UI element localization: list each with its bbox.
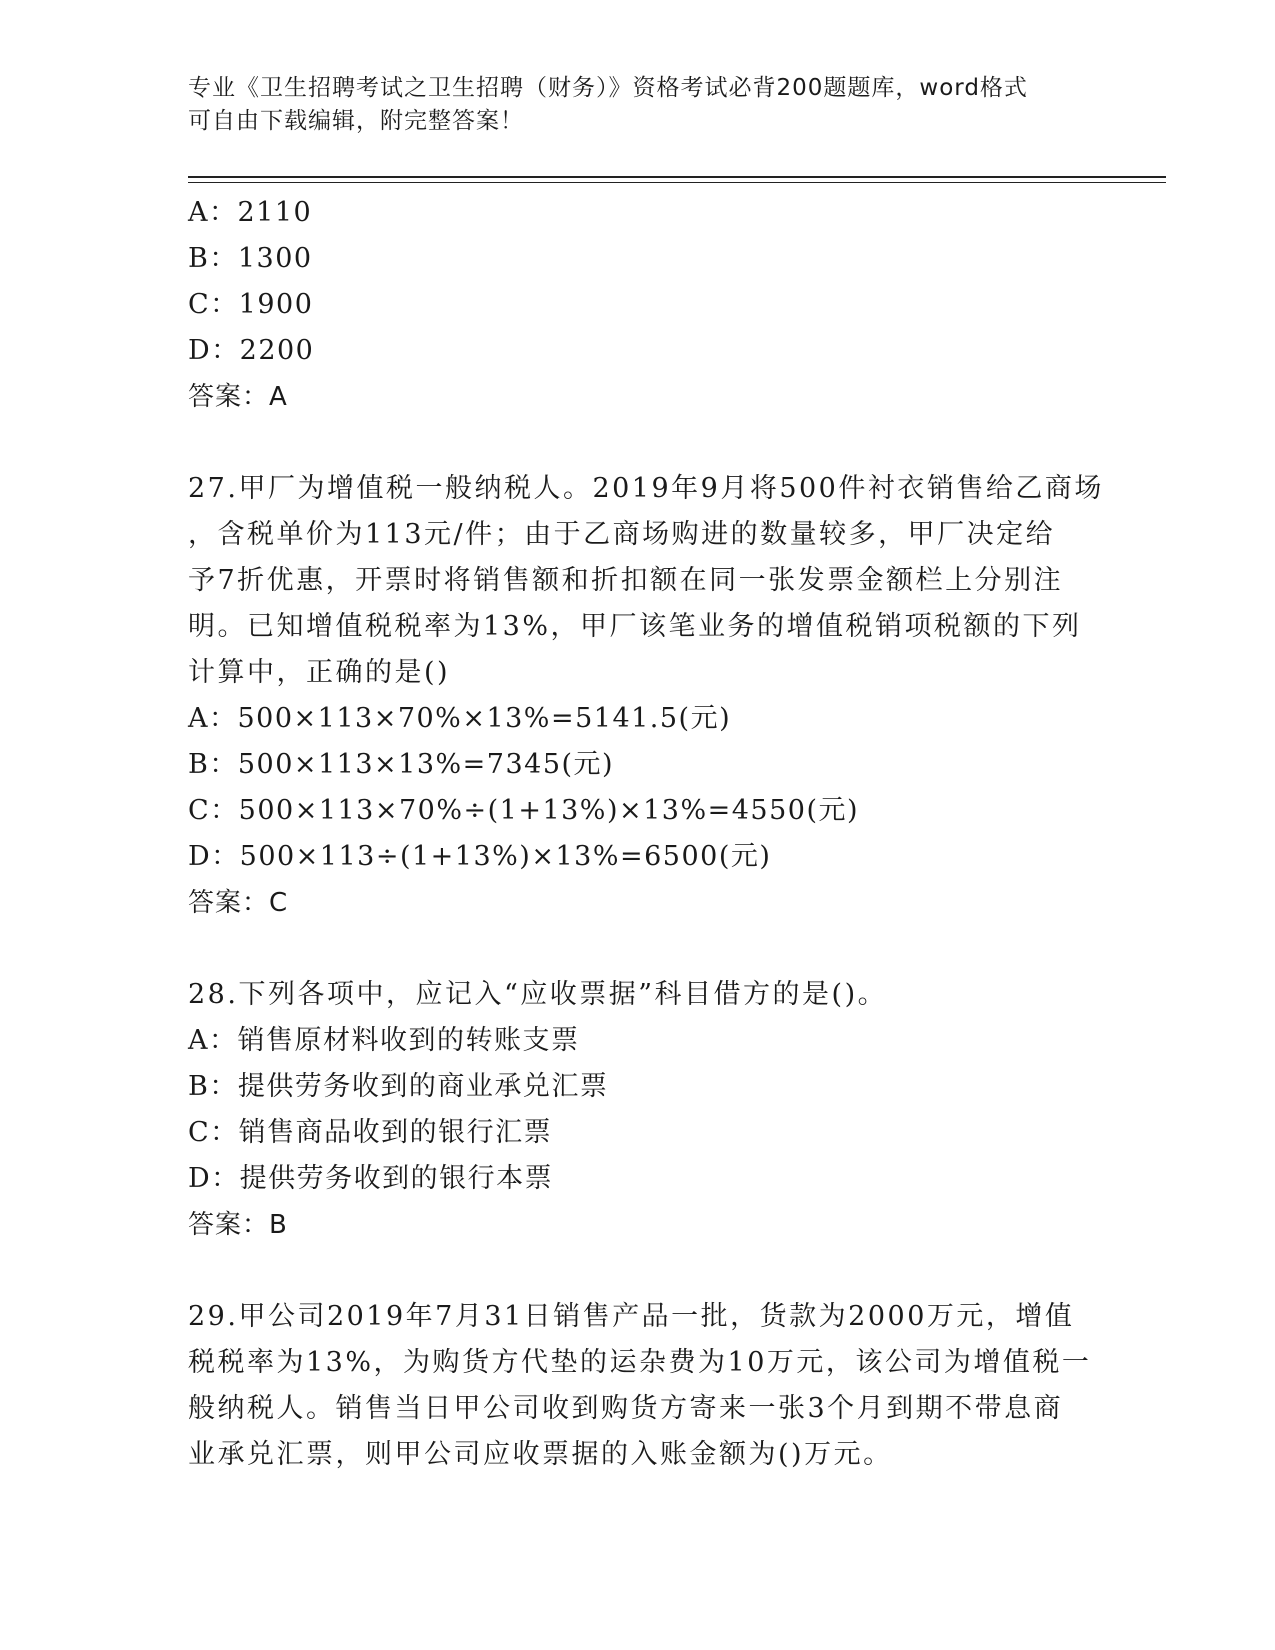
- header-divider-thick: [188, 176, 1166, 178]
- spacer: [188, 420, 1108, 466]
- document-header: [188, 72, 1068, 138]
- option-d: D：2200: [188, 335, 315, 366]
- option-a: A：2110: [188, 197, 313, 228]
- option-b: B：1300: [188, 243, 313, 274]
- option-d: D：提供劳务收到的银行本票: [188, 1163, 554, 1194]
- option-c: C：500×113×70%÷(1+13%)×13%=4550(元): [188, 795, 860, 826]
- question-29-block: [188, 1294, 1108, 1478]
- question-text-line: 予7折优惠，开票时将销售额和折扣额在同一张发票金额栏上分别注: [188, 565, 1064, 596]
- answer-line: 答案：A: [188, 382, 288, 412]
- question-text-line: 计算中，正确的是(): [188, 657, 451, 688]
- question-text-line: 27.甲厂为增值税一般纳税人。2019年9月将500件衬衣销售给乙商场: [188, 473, 1104, 504]
- question-text-line: ，含税单价为113元/件；由于乙商场购进的数量较多，甲厂决定给: [188, 519, 1056, 550]
- question-27-block: [188, 466, 1108, 926]
- option-b: B：500×113×13%=7345(元): [188, 749, 615, 780]
- question-text-line: 28.下列各项中，应记入“应收票据”科目借方的是()。: [188, 979, 888, 1010]
- document-body: [188, 190, 1108, 1478]
- spacer: [188, 1248, 1108, 1294]
- option-c: C：销售商品收到的银行汇票: [188, 1117, 553, 1148]
- option-a: A：500×113×70%×13%=5141.5(元): [188, 703, 732, 734]
- answer-line: 答案：C: [188, 888, 289, 918]
- question-26-block: [188, 190, 1108, 420]
- header-divider-thin: [188, 182, 1166, 183]
- question-text-line: 明。已知增值税税率为13%，甲厂该笔业务的增值税销项税额的下列: [188, 611, 1082, 642]
- question-text-line: 税税率为13%，为购货方代垫的运杂费为10万元，该公司为增值税一: [188, 1347, 1092, 1378]
- option-a: A：销售原材料收到的转账支票: [188, 1025, 580, 1056]
- question-28-block: [188, 972, 1108, 1248]
- option-d: D：500×113÷(1+13%)×13%=6500(元): [188, 841, 772, 872]
- question-text-line: 业承兑汇票，则甲公司应收票据的入账金额为()万元。: [188, 1439, 893, 1470]
- header-line-1: 专业《卫生招聘考试之卫生招聘（财务）》资格考试必背200题题库，word格式: [188, 75, 1028, 101]
- option-c: C：1900: [188, 289, 314, 320]
- question-text-line: 29.甲公司2019年7月31日销售产品一批，货款为2000万元，增值: [188, 1301, 1075, 1332]
- option-b: B：提供劳务收到的商业承兑汇票: [188, 1071, 609, 1102]
- spacer: [188, 926, 1108, 972]
- answer-line: 答案：B: [188, 1210, 288, 1240]
- header-line-2: 可自由下载编辑，附完整答案！: [188, 108, 524, 134]
- question-text-line: 般纳税人。销售当日甲公司收到购货方寄来一张3个月到期不带息商: [188, 1393, 1064, 1424]
